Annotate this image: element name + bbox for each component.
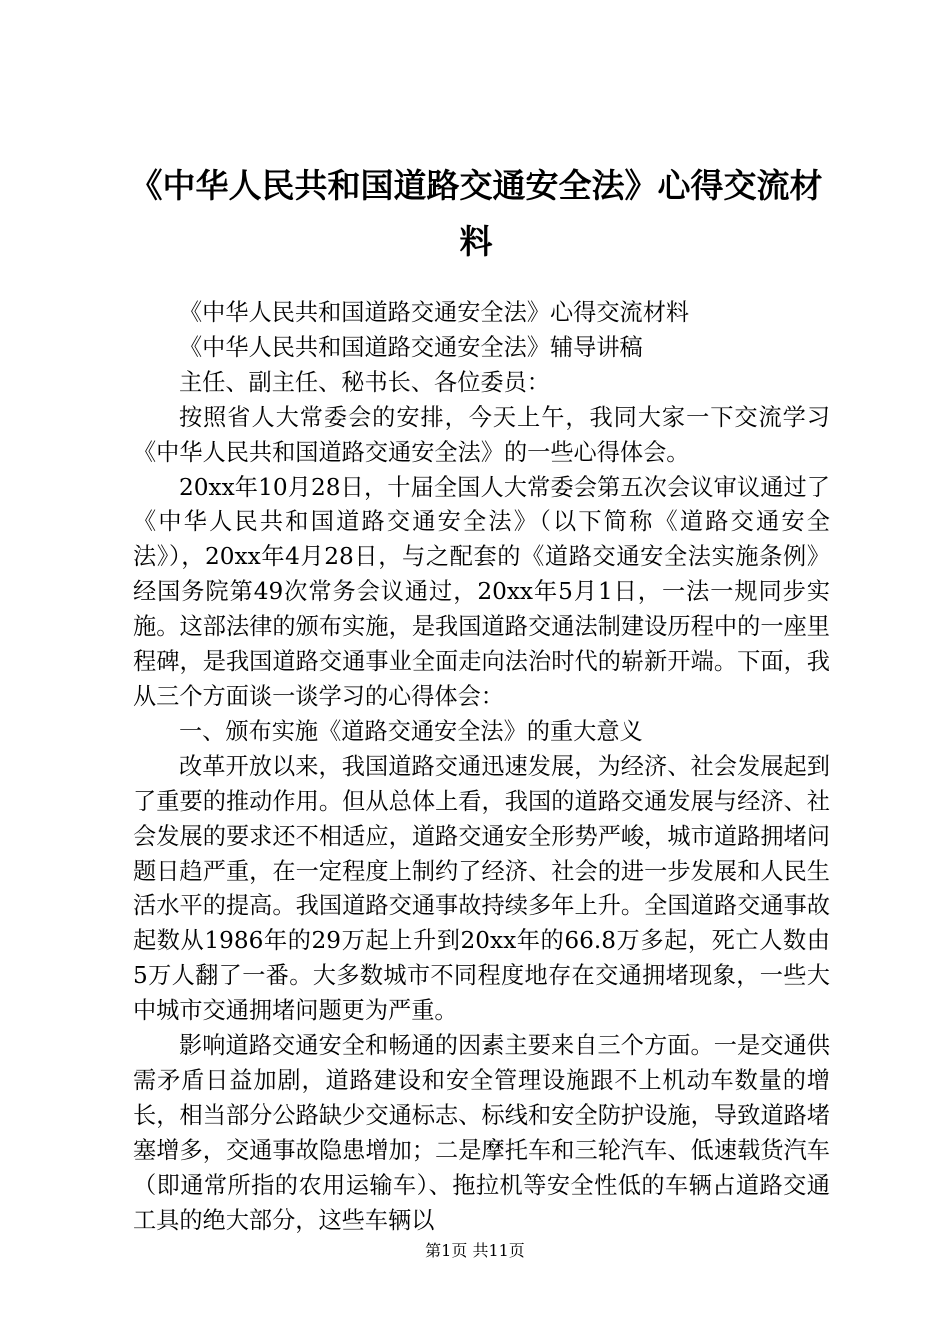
document-body	[133, 296, 830, 1238]
paragraph-lecture-title: 《中华人民共和国道路交通安全法》辅导讲稿	[179, 333, 643, 361]
paragraph-subtitle: 《中华人民共和国道路交通安全法》心得交流材料	[179, 299, 690, 326]
paragraph-development: 改革开放以来，我国道路交通迅速发展，为经济、社会发展起到了重要的推动作用。但从总体上看，我国的道路交通发展与经济、社会发展的要求还不相适应，道路交通安全形势严峻，城市道路拥堵问题日趋严重，在一定程度上制约了经济、社会的进一步发展和人民生活水平的提高。我国道路交通事故持续多年上升。全国道路交通事故起数从1986年的29万起上升到20xx年的66.8万多起，死亡人数由5万人翻了一番。大多数城市不同程度地存在交通拥堵现象，一些大中城市交通拥堵问题更为严重。	[133, 752, 830, 1025]
paragraph-intro: 按照省人大常委会的安排，今天上午，我同大家一下交流学习《中华人民共和国道路交通安全法》的一些心得体会。	[133, 403, 830, 466]
document-title: 《中华人民共和国道路交通安全法》心得交流材料	[129, 166, 823, 261]
paragraph-salutation: 主任、副主任、秘书长、各位委员：	[179, 368, 550, 396]
paragraph-background: 20xx年10月28日，十届全国人大常委会第五次会议审议通过了《中华人民共和国道路交通安全法》（以下简称《道路交通安全法》），20xx年4月28日，与之配套的《道路交通安全法实施条例》经国务院第49次常务会议通过，20xx年5月1日，一法一规同步实施。这部法律的颁布实施，是我国道路交通法制建设历程中的一座里程碑，是我国道路交通事业全面走向法治时代的崭新开端。下面，我从三个方面谈一谈学习的心得体会：	[133, 473, 830, 710]
page-footer: 第1页 共11页	[425, 1241, 525, 1260]
section-heading-1: 一、颁布实施《道路交通安全法》的重大意义	[179, 717, 643, 745]
paragraph-factors: 影响道路交通安全和畅通的因素主要来自三个方面。一是交通供需矛盾日益加剧，道路建设和安全管理设施跟不上机动车数量的增长，相当部分公路缺少交通标志、标线和安全防护设施，导致道路堵塞增多，交通事故隐患增加；二是摩托车和三轮汽车、低速载货汽车（即通常所指的农用运输车）、拖拉机等安全性低的车辆占道路交通工具的绝大部分，这些车辆以	[133, 1032, 830, 1234]
